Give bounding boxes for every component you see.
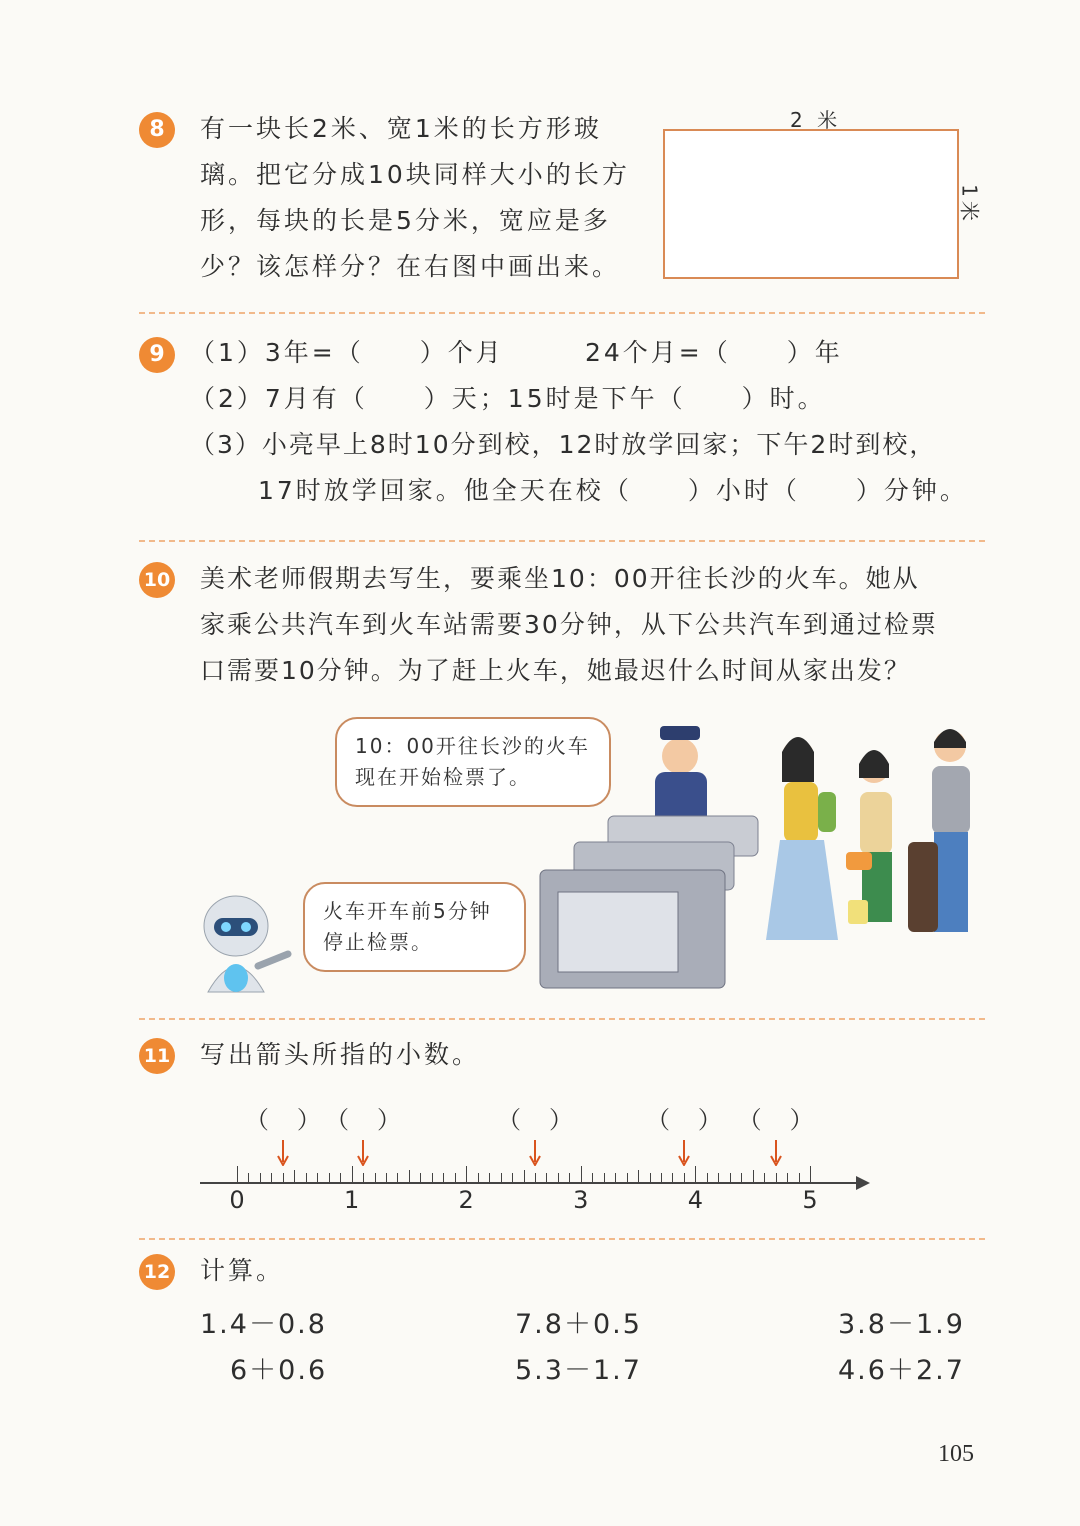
minor-tick: [707, 1173, 708, 1182]
q8-line-3: 形，每块的长是5分米，宽应是多: [200, 206, 611, 235]
minor-tick: [489, 1173, 490, 1182]
separator: [139, 312, 985, 314]
tick-label: 1: [343, 1186, 360, 1214]
minor-tick: [672, 1173, 673, 1182]
major-tick: [695, 1166, 696, 1182]
ticket-gate-illustration: [530, 712, 985, 994]
minor-tick: [317, 1173, 318, 1182]
minor-tick: [730, 1173, 731, 1182]
answer-blank[interactable]: （ ）: [645, 1106, 724, 1134]
minor-tick: [363, 1173, 364, 1182]
minor-tick: [558, 1173, 559, 1182]
minor-tick: [764, 1173, 765, 1182]
minor-tick: [294, 1170, 295, 1182]
minor-tick: [375, 1173, 376, 1182]
down-arrow-icon: [528, 1140, 542, 1166]
glass-rectangle[interactable]: [663, 129, 959, 279]
calc-item: 5.3－1.7: [515, 1355, 642, 1386]
minor-tick: [627, 1173, 628, 1182]
minor-tick: [546, 1173, 547, 1182]
bubble-line: 停止检票。: [323, 930, 433, 954]
minor-tick: [443, 1173, 444, 1182]
tick-label: 5: [802, 1186, 818, 1214]
question-number-10: 10: [139, 562, 175, 598]
minor-tick: [340, 1173, 341, 1182]
minor-tick: [592, 1173, 593, 1182]
robot-speech-bubble: [303, 882, 526, 972]
q12-instruction: 计算。: [200, 1256, 285, 1285]
minor-tick: [569, 1173, 570, 1182]
minor-tick: [283, 1173, 284, 1182]
minor-tick: [684, 1173, 685, 1182]
down-arrow-icon: [769, 1140, 783, 1166]
answer-blank[interactable]: （ ）: [496, 1106, 575, 1134]
question-number-9: 9: [139, 337, 175, 373]
q10-line-1: 美术老师假期去写生，要乘坐10：00开往长沙的火车。她从: [200, 564, 920, 593]
down-arrow-icon: [356, 1140, 370, 1166]
minor-tick: [501, 1173, 502, 1182]
minor-tick: [615, 1173, 616, 1182]
tick-label: 2: [458, 1186, 474, 1214]
down-arrow-icon: [677, 1140, 691, 1166]
bubble-line: 现在开始检票了。: [355, 765, 531, 789]
calc-item: 7.8＋0.5: [515, 1309, 642, 1340]
q8-line-1: 有一块长2米、宽1米的长方形玻: [200, 114, 602, 143]
q9-part1-right: 24个月=（ ）年: [585, 338, 843, 367]
q8-line-4: 少？该怎样分？在右图中画出来。: [200, 252, 621, 281]
minor-tick: [799, 1173, 800, 1182]
q9-part1-left: （1）3年=（ ）个月: [190, 338, 504, 367]
minor-tick: [524, 1170, 525, 1182]
number-line-axis: [200, 1182, 860, 1184]
minor-tick: [420, 1173, 421, 1182]
calc-item: 6＋0.6: [230, 1355, 328, 1386]
q8-line-2: 璃。把它分成10块同样大小的长方: [200, 160, 630, 189]
minor-tick: [409, 1170, 410, 1182]
minor-tick: [248, 1173, 249, 1182]
calc-item: 3.8－1.9: [838, 1309, 965, 1340]
axis-arrow-icon: [856, 1176, 870, 1190]
q9-part3-line2: 17时放学回家。他全天在校（ ）小时（ ）分钟。: [258, 476, 968, 505]
minor-tick: [478, 1173, 479, 1182]
minor-tick: [638, 1170, 639, 1182]
down-arrow-icon: [276, 1140, 290, 1166]
minor-tick: [386, 1173, 387, 1182]
answer-blank[interactable]: （ ）: [325, 1106, 404, 1134]
page-number: 105: [938, 1441, 974, 1467]
bubble-line: 火车开车前5分钟: [323, 899, 492, 923]
major-tick: [581, 1166, 582, 1182]
minor-tick: [512, 1173, 513, 1182]
rect-width-label: 2 米: [790, 108, 842, 132]
minor-tick: [329, 1173, 330, 1182]
major-tick: [237, 1166, 238, 1182]
answer-blank[interactable]: （ ）: [737, 1106, 816, 1134]
separator: [139, 540, 985, 542]
tick-label: 0: [229, 1186, 245, 1214]
major-tick: [466, 1166, 467, 1182]
minor-tick: [718, 1173, 719, 1182]
separator: [139, 1238, 985, 1240]
calc-item: 4.6＋2.7: [838, 1355, 965, 1386]
minor-tick: [753, 1170, 754, 1182]
q9-part2: （2）7月有（ ）天；15时是下午（ ）时。: [190, 384, 826, 413]
minor-tick: [271, 1173, 272, 1182]
q9-part3-line1: （3）小亮早上8时10分到校，12时放学回家；下午2时到校，: [190, 430, 937, 459]
minor-tick: [535, 1173, 536, 1182]
answer-blank[interactable]: （ ）: [244, 1106, 323, 1134]
minor-tick: [432, 1173, 433, 1182]
rect-height-label: 1米: [957, 184, 982, 225]
question-number-12: 12: [139, 1254, 175, 1290]
question-number-11: 11: [139, 1038, 175, 1074]
q10-line-2: 家乘公共汽车到火车站需要30分钟，从下公共汽车到通过检票: [200, 610, 938, 639]
robot-illustration: [198, 892, 298, 996]
minor-tick: [661, 1173, 662, 1182]
minor-tick: [776, 1173, 777, 1182]
tick-label: 3: [573, 1186, 589, 1214]
tick-label: 4: [687, 1186, 704, 1214]
minor-tick: [787, 1173, 788, 1182]
minor-tick: [455, 1173, 456, 1182]
minor-tick: [260, 1173, 261, 1182]
minor-tick: [741, 1173, 742, 1182]
major-tick: [352, 1166, 353, 1182]
separator: [139, 1018, 985, 1020]
question-number-8: 8: [139, 112, 175, 148]
minor-tick: [397, 1173, 398, 1182]
minor-tick: [650, 1173, 651, 1182]
major-tick: [810, 1166, 811, 1182]
q11-instruction: 写出箭头所指的小数。: [200, 1040, 481, 1069]
bubble-line: 10：00开往长沙的火车: [355, 734, 590, 758]
minor-tick: [604, 1173, 605, 1182]
minor-tick: [306, 1173, 307, 1182]
q10-line-3: 口需要10分钟。为了赶上火车，她最迟什么时间从家出发？: [200, 656, 911, 685]
calc-item: 1.4－0.8: [200, 1309, 327, 1340]
